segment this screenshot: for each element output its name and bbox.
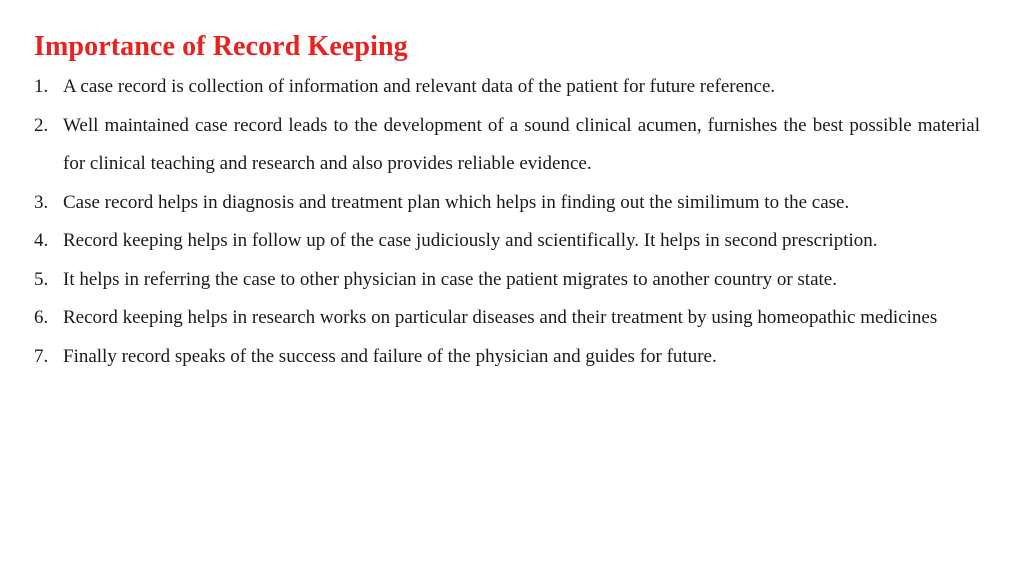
point-number: 7. <box>34 345 49 367</box>
list-item <box>34 338 980 377</box>
point-number: 3. <box>34 191 49 213</box>
point-text: Record keeping helps in follow up of the case judiciously and scientifically. It helps in second prescription. <box>63 230 878 251</box>
point-number: 5. <box>34 268 49 290</box>
point-text: Well maintained case record leads to the development of a sound clinical acumen, furnishes the best possible material for clinical teaching and research and also provides reliable evidence. <box>63 114 980 174</box>
point-text: Case record helps in diagnosis and treatment plan which helps in finding out the similimum to the case. <box>63 191 850 213</box>
point-list <box>34 68 980 376</box>
list-item <box>34 184 980 223</box>
point-text: It helps in referring the case to other physician in case the patient migrates to another country or state. <box>63 268 837 290</box>
list-item <box>34 222 980 261</box>
slide-title: Importance of Record Keeping <box>34 31 408 62</box>
point-text: Record keeping helps in research works on particular diseases and their treatment by using homeopathic medicines <box>63 307 938 328</box>
point-number: 6. <box>34 307 49 328</box>
point-number: 2. <box>34 114 49 136</box>
list-item <box>34 299 980 338</box>
point-number: 1. <box>34 76 49 97</box>
point-text: Finally record speaks of the success and failure of the physician and guides for future. <box>63 345 717 367</box>
list-item <box>34 261 980 300</box>
point-text: A case record is collection of information and relevant data of the patient for future reference. <box>63 76 776 97</box>
point-number: 4. <box>34 230 49 251</box>
list-item <box>34 68 980 107</box>
list-item <box>34 107 980 184</box>
